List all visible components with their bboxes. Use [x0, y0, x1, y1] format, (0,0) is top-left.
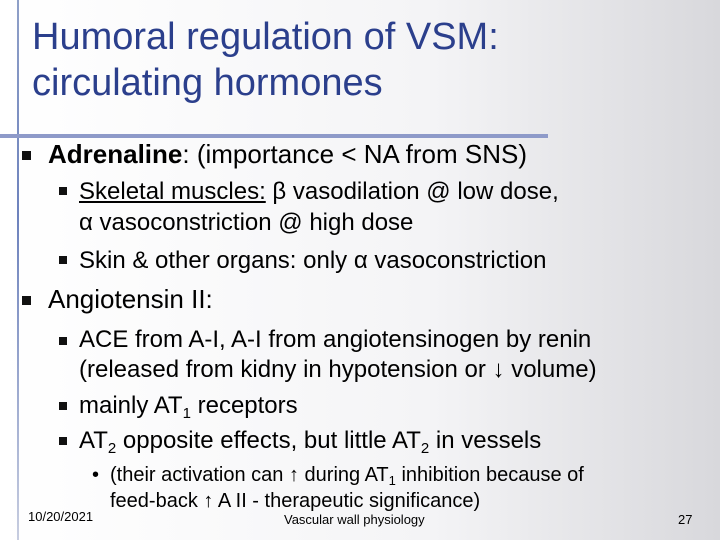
at2-effects-line [79, 427, 541, 457]
at1-prefix: mainly AT [79, 392, 183, 419]
slide-number: 27 [678, 512, 693, 527]
at1-suffix: receptors [190, 392, 298, 419]
adrenaline-name: Adrenaline [48, 139, 183, 169]
at2-suffix: in vessels [429, 427, 542, 454]
at2-subscript-2: 2 [420, 440, 430, 457]
slide-title [32, 14, 692, 106]
at2-subscript: 2 [107, 440, 117, 457]
note-line-1 [110, 464, 584, 488]
title-line-1: Humoral regulation of VSM: [32, 16, 499, 58]
skin-organs-line: Skin & other organs: only α vasoconstriction [79, 247, 547, 274]
note-line-1-subscript: 1 [388, 473, 396, 488]
note-line-1-prefix: (their activation can ↑ during AT [110, 464, 389, 486]
note-line-2: feed-back ↑ A II - therapeutic significance) [110, 490, 481, 512]
ace-line-2: (released from kidny in hypotension or ↓ volume) [79, 356, 597, 383]
note-line-1-suffix: inhibition because of [395, 464, 584, 486]
at1-subscript: 1 [182, 405, 191, 422]
title-underline-rule [0, 134, 548, 138]
bullet-square-icon [59, 437, 67, 445]
bullet-square-icon [59, 187, 67, 195]
at2-middle: opposite effects, but little AT [116, 427, 421, 454]
bullet-square-icon [59, 256, 67, 264]
skeletal-muscles-label: Skeletal muscles: [79, 178, 266, 205]
at1-receptors-line [79, 392, 298, 422]
left-accent-bar [17, 0, 19, 540]
adrenaline-heading [48, 139, 527, 170]
title-line-2: circulating hormones [32, 62, 383, 104]
bullet-square-icon [22, 151, 31, 160]
bullet-square-icon [59, 337, 67, 345]
skeletal-muscles-line-1 [79, 178, 559, 206]
note-bullet-icon: • [92, 464, 100, 486]
footer-title: Vascular wall physiology [284, 512, 425, 527]
skeletal-muscles-line-2: α vasoconstriction @ high dose [79, 209, 414, 236]
adrenaline-note: : (importance < NA from SNS) [182, 139, 527, 169]
skeletal-muscles-text: β vasodilation @ low dose, [265, 178, 559, 205]
angiotensin-heading: Angiotensin II: [48, 284, 213, 314]
footer-date: 10/20/2021 [28, 509, 94, 524]
bullet-square-icon [22, 296, 31, 305]
at2-prefix: AT [79, 427, 108, 454]
bullet-square-icon [59, 402, 67, 410]
ace-line-1: ACE from A-I, A-I from angiotensinogen by renin [79, 326, 592, 353]
